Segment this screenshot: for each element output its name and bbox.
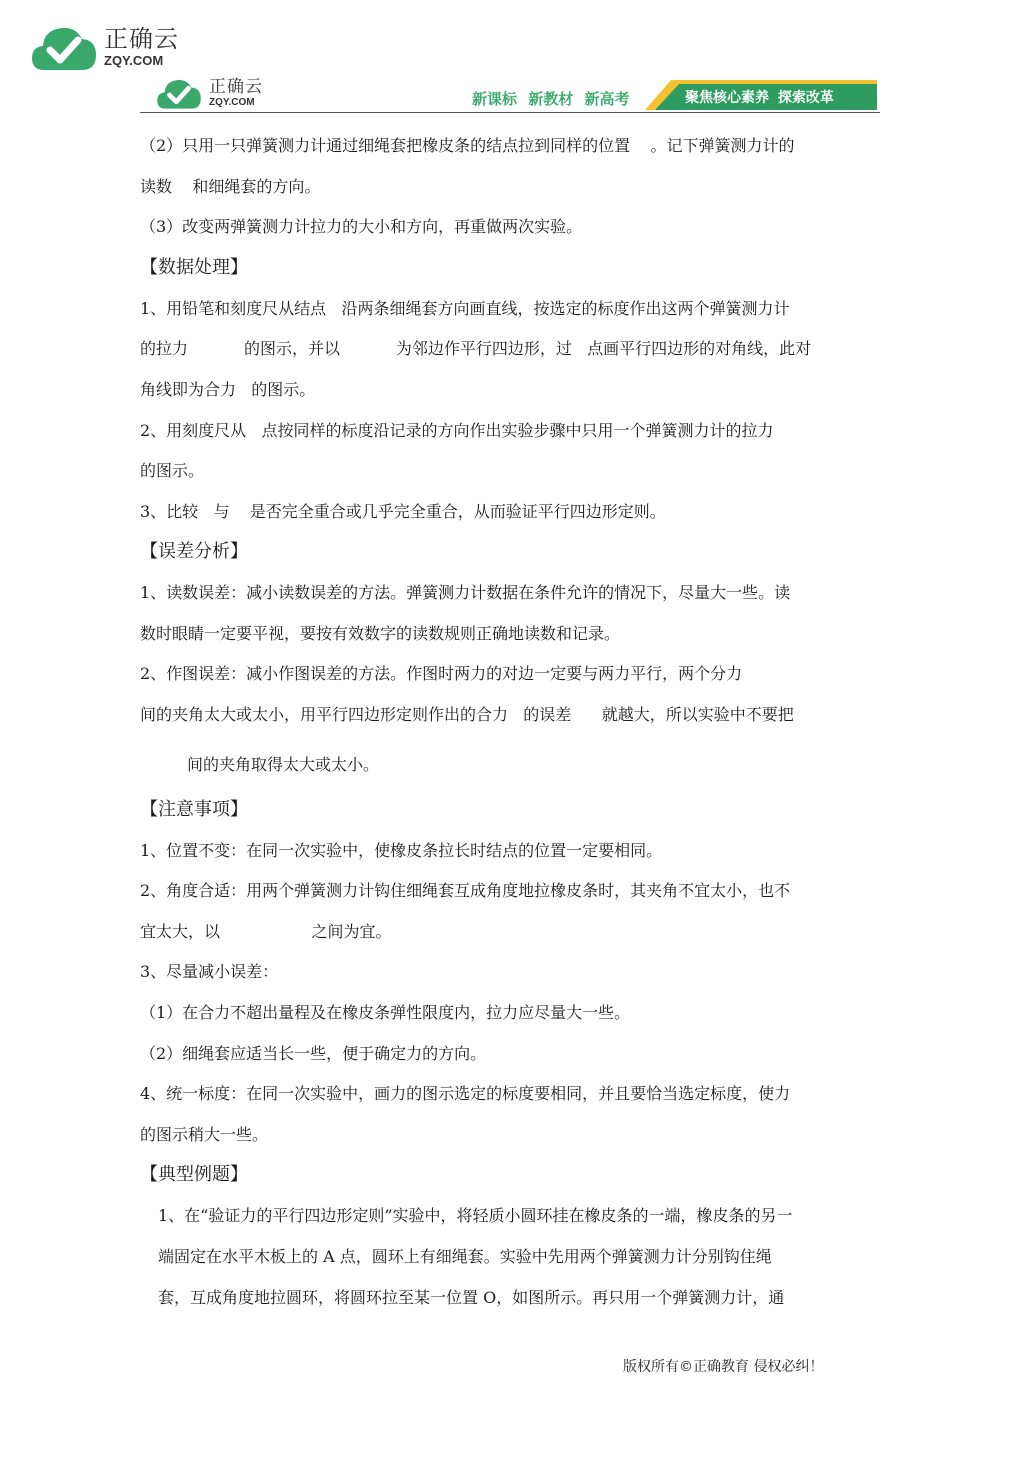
header-banner-text: 聚焦核心素养 探索改革 — [685, 90, 834, 106]
section-heading: 【误差分析】 — [140, 541, 248, 562]
text-line: 1、位置不变：在同一次实验中，使橡皮条拉长时结点的位置一定要相同。 — [140, 841, 663, 860]
header-brand-name-en: ZQY.COM — [209, 96, 255, 108]
text-line: 2、用刻度尺从 点按同样的标度沿记录的方向作出实验步骤中只用一个弹簧测力计的拉力 — [140, 421, 774, 440]
text-line: 1、在“验证力的平行四边形定则”实验中，将轻质小圆环挂在橡皮条的一端，橡皮条的另一 — [158, 1206, 793, 1225]
text-line: 3、比较 与 是否完全重合或几乎完全重合，从而验证平行四边形定则。 — [140, 502, 666, 521]
text-line: 角线即为合力 的图示。 — [140, 380, 316, 399]
text-line: （3）改变两弹簧测力计拉力的大小和方向，再重做两次实验。 — [140, 217, 583, 236]
text-line: 端固定在水平木板上的 A 点，圆环上有细绳套。实验中先用两个弹簧测力计分别钩住绳 — [158, 1247, 772, 1266]
text-line: 2、作图误差：减小作图误差的方法。作图时两力的对边一定要与两力平行，两个分力 — [140, 664, 743, 683]
section-heading: 【典型例题】 — [140, 1164, 248, 1185]
text-line: 的图示稍大一些。 — [140, 1125, 269, 1144]
brand-name-en: ZQY.COM — [104, 53, 164, 68]
text-line: 读数 和细绳套的方向。 — [140, 177, 321, 196]
cloud-check-icon — [30, 22, 98, 72]
text-line: 1、用铅笔和刻度尺从结点 沿两条细绳套方向画直线，按选定的标度作出这两个弹簧测力计 — [140, 299, 790, 318]
text-line: 3、尽量减小误差： — [140, 962, 279, 981]
text-line: 的拉力 的图示，并以 为邻边作平行四边形，过 点画平行四边形的对角线，此对 — [140, 339, 812, 358]
text-line: 2、角度合适：用两个弹簧测力计钩住细绳套互成角度地拉橡皮条时，其夹角不宜太小，也不 — [140, 881, 791, 900]
header-logo — [155, 76, 263, 110]
text-line: 间的夹角太大或太小，用平行四边形定则作出的合力 的误差 就越大，所以实验中不要把 — [140, 705, 794, 724]
text-line: 的图示。 — [140, 461, 205, 480]
header-divider — [140, 112, 880, 113]
text-line: 间的夹角取得太大或太小。 — [187, 755, 380, 774]
text-line: 数时眼睛一定要平视，要按有效数字的读数规则正确地读数和记录。 — [140, 624, 621, 643]
text-line: 套，互成角度地拉圆环，将圆环拉至某一位置 O，如图所示。再只用一个弹簧测力计，通 — [158, 1288, 785, 1307]
brand-text — [104, 27, 179, 67]
section-heading: 【数据处理】 — [140, 257, 248, 278]
header-brand-text — [209, 76, 263, 108]
header-brand-name-cn: 正确云 — [209, 76, 263, 97]
text-line: 1、读数误差：减小读数误差的方法。弹簧测力计数据在条件允许的情况下，尽量大一些。读 — [140, 583, 791, 602]
text-line: （2）细绳套应适当长一些，便于确定力的方向。 — [140, 1044, 487, 1063]
text-line: （2）只用一只弹簧测力计通过细绳套把橡皮条的结点拉到同样的位置 。记下弹簧测力计的 — [140, 136, 795, 155]
top-logo — [30, 22, 179, 72]
copyright-footer: 版权所有©正确教育 侵权必纠！ — [623, 1359, 824, 1375]
text-line: （1）在合力不超出量程及在橡皮条弹性限度内，拉力应尽量大一些。 — [140, 1003, 631, 1022]
header-slogan: 新课标 新教材 新高考 — [472, 90, 630, 108]
cloud-check-icon — [155, 76, 203, 110]
section-heading: 【注意事项】 — [140, 799, 248, 820]
brand-name-cn: 正确云 — [104, 25, 179, 53]
text-line: 4、统一标度：在同一次实验中，画力的图示选定的标度要相同，并且要恰当选定标度，使力 — [140, 1084, 791, 1103]
text-line: 宜太大，以 之间为宜。 — [140, 922, 392, 941]
header-banner — [645, 80, 877, 110]
